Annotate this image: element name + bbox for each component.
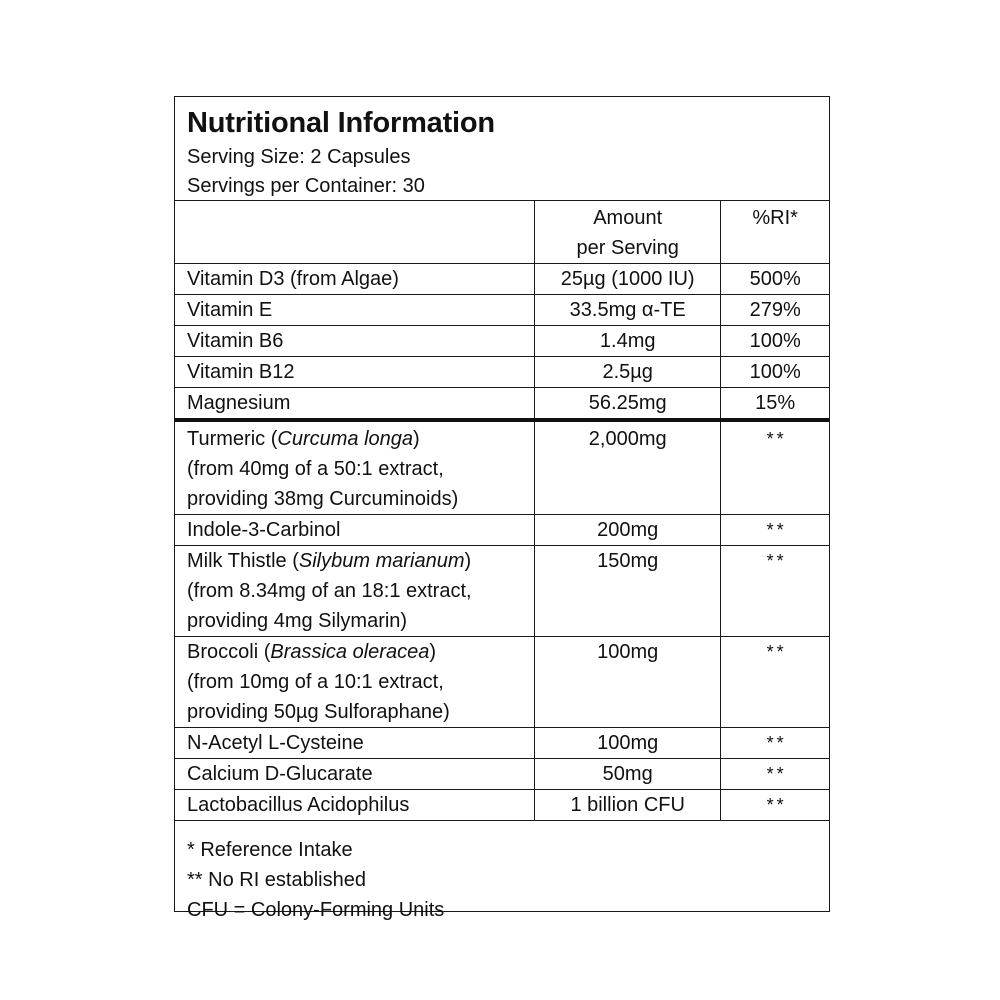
table-row [175,420,829,515]
ingredient-title: Milk Thistle (Silybum marianum) [187,550,472,572]
table-row [175,515,829,546]
latin-name: Curcuma longa [277,428,413,450]
ingredient-detail: providing 50µg Sulforaphane) [187,701,450,723]
ingredient-name: Indole-3-Carbinol [175,515,535,546]
ingredient-ri: ** [721,790,829,821]
table-row [175,264,829,295]
footnote: CFU = Colony-Forming Units [187,899,445,921]
ingredient-name: Lactobacillus Acidophilus [175,790,535,821]
ingredient-detail: providing 38mg Curcuminoids) [187,488,459,510]
latin-name: Brassica oleracea [270,641,430,663]
name-column-header [175,201,535,264]
nutrient-name: Vitamin D3 (from Algae) [175,264,535,295]
ingredient-ri: ** [721,637,829,728]
nutrient-amount: 25µg (1000 IU) [535,264,721,295]
panel-header [175,97,829,201]
nutrient-ri: 100% [721,357,829,388]
ingredient-title: Broccoli (Brassica oleracea) [187,641,436,663]
ingredient-name: Calcium D-Glucarate [175,759,535,790]
footnote: * Reference Intake [187,839,353,861]
table-row [175,637,829,728]
ingredient-amount: 200mg [535,515,721,546]
amount-header-line1: Amount [593,207,663,229]
table-row [175,388,829,421]
nutrient-name: Vitamin E [175,295,535,326]
latin-name: Silybum marianum [298,550,465,572]
nutrition-table [175,201,829,821]
ingredient-name: N-Acetyl L-Cysteine [175,728,535,759]
ingredient-amount: 100mg [535,637,721,728]
nutrient-name: Vitamin B12 [175,357,535,388]
ingredient-amount: 2,000mg [535,420,721,515]
ingredient-name [175,420,535,515]
table-row [175,326,829,357]
ingredient-name [175,637,535,728]
servings-per-container: Servings per Container: 30 [187,175,425,197]
nutrient-ri: 100% [721,326,829,357]
amount-column-header [535,201,721,264]
nutrient-amount: 2.5µg [535,357,721,388]
ingredient-ri: ** [721,728,829,759]
nutrient-amount: 33.5mg α-TE [535,295,721,326]
ingredient-ri: ** [721,759,829,790]
table-row [175,546,829,637]
ingredient-amount: 1 billion CFU [535,790,721,821]
ingredient-ri: ** [721,515,829,546]
nutrient-name: Magnesium [175,388,535,421]
table-header-row [175,201,829,264]
nutrition-panel [174,96,830,921]
ingredient-title: Turmeric (Curcuma longa) [187,428,420,450]
panel-title: Nutritional Information [187,107,495,139]
serving-size: Serving Size: 2 Capsules [187,146,411,168]
ingredient-amount: 50mg [535,759,721,790]
nutrient-ri: 279% [721,295,829,326]
ingredient-ri: ** [721,420,829,515]
nutrient-amount: 56.25mg [535,388,721,421]
table-row [175,728,829,759]
amount-header-line2: per Serving [576,237,679,259]
ingredient-amount: 100mg [535,728,721,759]
ingredient-detail: (from 10mg of a 10:1 extract, [187,671,444,693]
table-row [175,790,829,821]
nutrient-ri: 500% [721,264,829,295]
ingredient-detail: providing 4mg Silymarin) [187,610,408,632]
nutrient-ri: 15% [721,388,829,421]
ri-column-header: %RI* [721,201,829,264]
ingredient-detail: (from 40mg of a 50:1 extract, [187,458,444,480]
footnotes [175,821,829,925]
ingredient-detail: (from 8.34mg of an 18:1 extract, [187,580,472,602]
table-row [175,295,829,326]
ingredient-name [175,546,535,637]
ingredient-amount: 150mg [535,546,721,637]
ingredient-ri: ** [721,546,829,637]
nutrient-amount: 1.4mg [535,326,721,357]
table-row [175,357,829,388]
table-row [175,759,829,790]
footnote: ** No RI established [187,869,366,891]
nutrient-name: Vitamin B6 [175,326,535,357]
